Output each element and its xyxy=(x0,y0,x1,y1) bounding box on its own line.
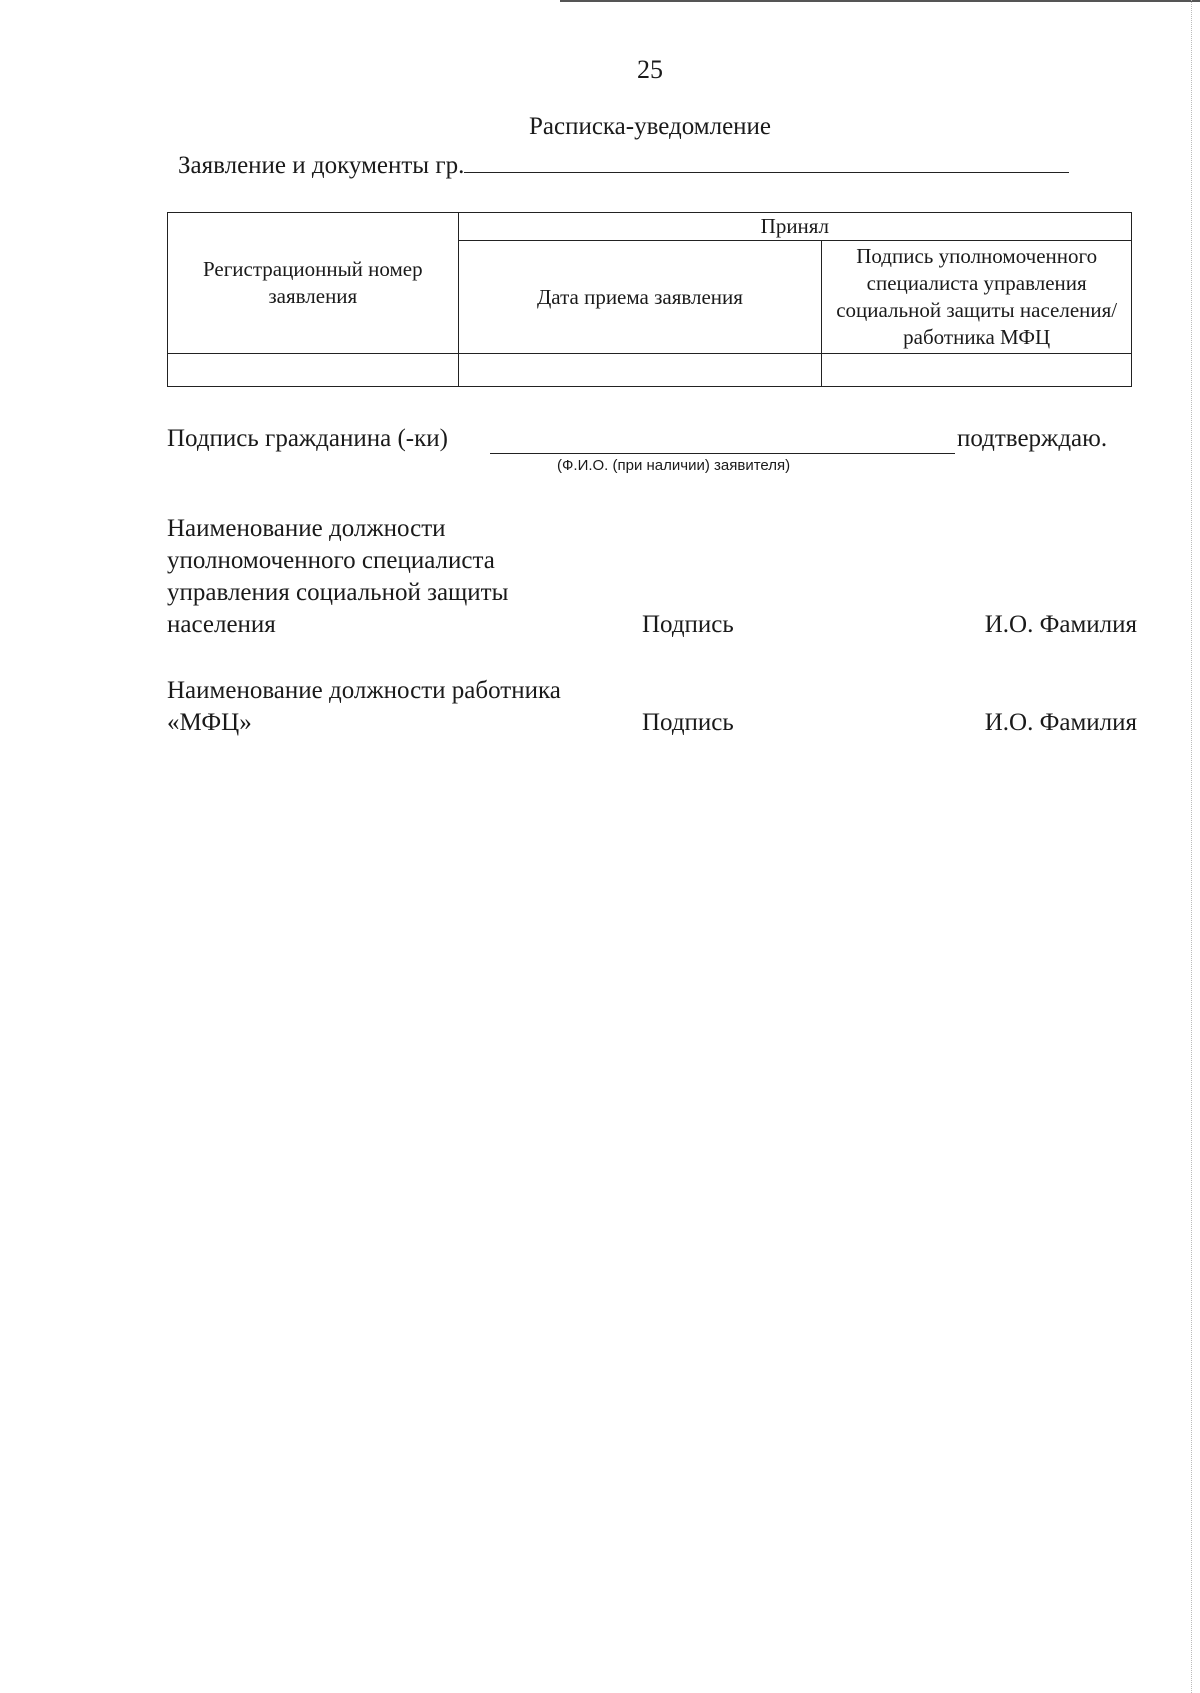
mfc-signature: Подпись xyxy=(642,709,734,736)
citizen-signature-field[interactable] xyxy=(490,425,955,454)
page-edge xyxy=(1191,0,1192,1693)
applicant-line xyxy=(178,148,1069,180)
receipt-table xyxy=(167,212,1132,387)
document-title: Расписка-уведомление xyxy=(528,113,772,140)
mfc-signature-block xyxy=(167,675,1137,741)
cell-date[interactable] xyxy=(458,354,822,387)
specialist-position: Наименование должности уполномоченного специалиста управления социальной защиты населения xyxy=(167,515,509,638)
applicant-name-field[interactable] xyxy=(464,148,1069,173)
header-registration-number: Регистрационный номер заявления xyxy=(168,213,459,354)
header-date: Дата приема заявления xyxy=(458,241,822,354)
applicant-line-label: Заявление и документы гр. xyxy=(178,152,465,179)
header-signature: Подпись уполномоченного специалиста управления социальной защиты населения/работника МФЦ xyxy=(822,241,1132,354)
mfc-name: И.О. Фамилия xyxy=(984,709,1137,736)
specialist-signature: Подпись xyxy=(642,611,734,638)
top-border-rule xyxy=(560,0,1200,2)
citizen-signature-confirm: подтверждаю. xyxy=(957,425,1108,452)
mfc-position: Наименование должности работника «МФЦ» xyxy=(167,677,561,736)
specialist-name: И.О. Фамилия xyxy=(984,611,1137,638)
citizen-signature-label: Подпись гражданина (-ки) xyxy=(167,425,448,452)
cell-registration-number[interactable] xyxy=(168,354,459,387)
cell-signature[interactable] xyxy=(822,354,1132,387)
header-accepted: Принял xyxy=(458,213,1131,241)
specialist-signature-block xyxy=(167,513,1137,643)
citizen-signature-hint: (Ф.И.О. (при наличии) заявителя) xyxy=(557,457,791,474)
page-number: 25 xyxy=(637,55,663,84)
